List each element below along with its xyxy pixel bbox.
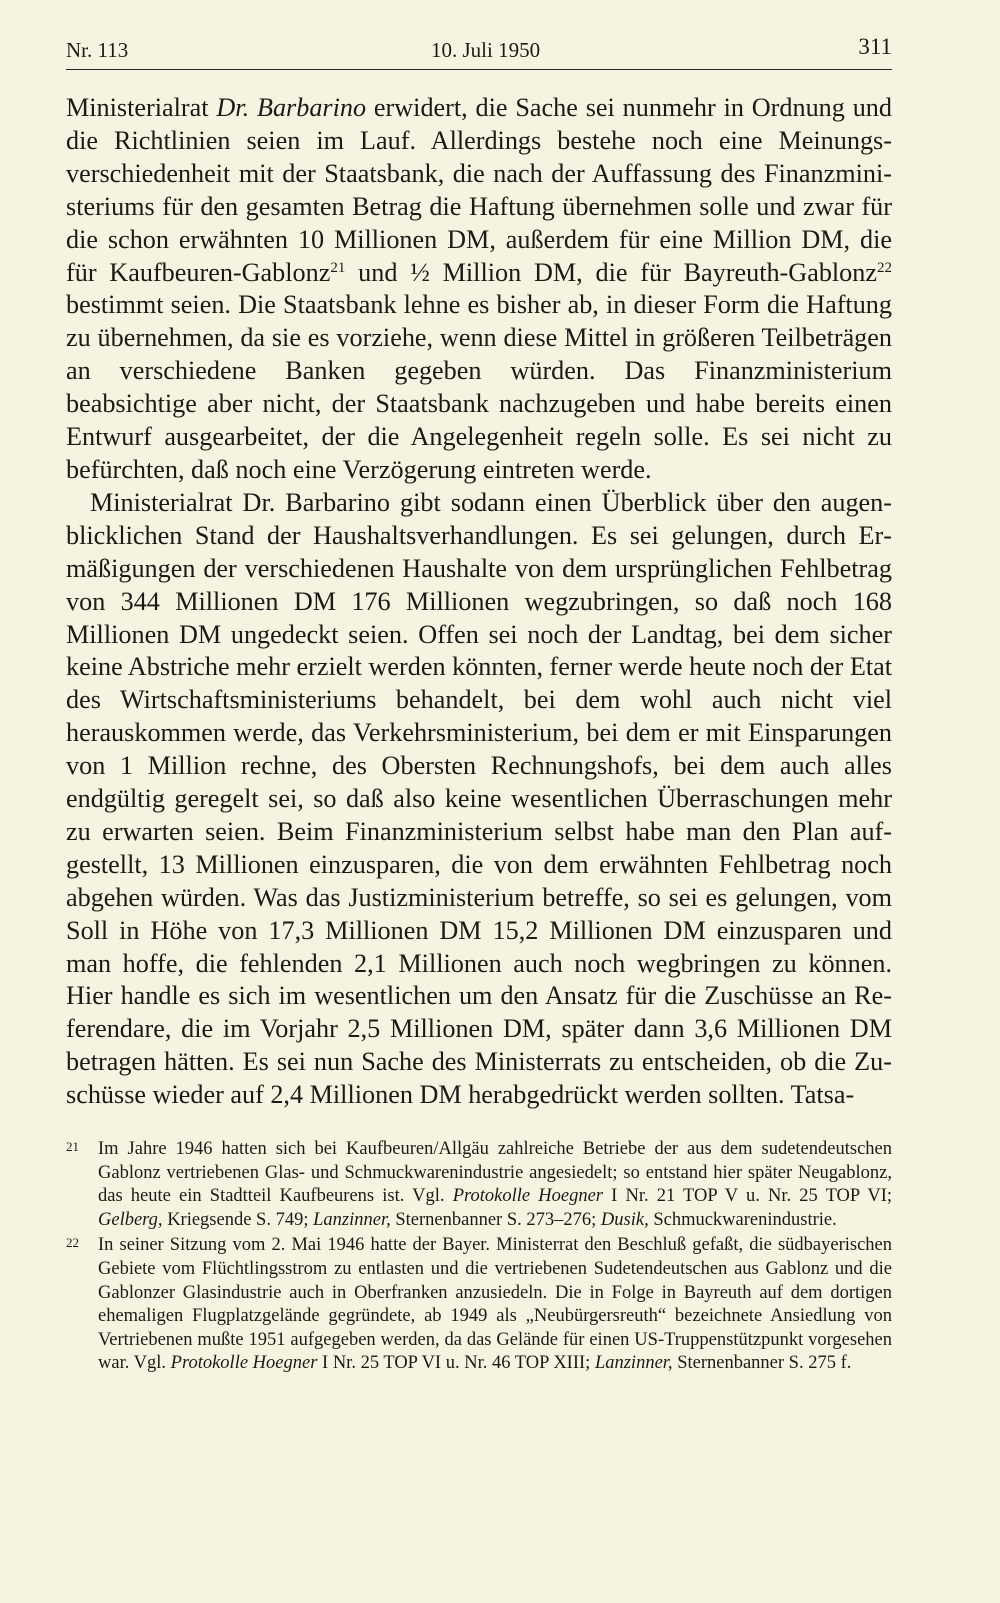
header-date: 10. Juli 1950 <box>431 38 541 62</box>
page-number: 311 <box>858 34 892 59</box>
footnote-number: 21 <box>66 1139 79 1154</box>
text-run: Sternenbanner S. 273–276; <box>390 1209 601 1230</box>
citation: Lanzinner, <box>313 1209 391 1230</box>
citation: Lanzinner, <box>594 1353 673 1374</box>
text-run: Im Jahre 1946 hatten sich bei Kaufbeuren/Allgäu zahlreiche Betriebe der aus dem sudetendeutschen Gablonz vertriebenen Glas- und Schmuckwarenindustrie angesiedelt; so entstand hier später Neugablonz, das heute ein Stadtteil Kaufbeurens ist. Vgl. <box>98 1139 892 1207</box>
footnote-21 <box>66 1138 892 1232</box>
speaker-name: Dr. Barbarino <box>216 93 367 122</box>
text-run: bestimmt seien. Die Staatsbank lehne es bisher ab, in dieser Form die Haftung zu übernehmen, da sie es vorziehe, wenn diese Mittel in größeren Teilbeträgen an verschiedene Banken gegeben würden. Das Finanzministerium beabsichtige aber nicht, der Staatsbank nachzugeben und habe bereits einen Entwurf ausgearbeitet, der die Angelegenheit regeln solle. Es sei nicht zu befürchten, daß noch eine Verzögerung eintreten werde. <box>66 290 892 484</box>
text-run: In seiner Sitzung vom 2. Mai 1946 hatte der Bayer. Ministerrat den Beschluß gefaßt, die südbayerischen Gebiete vom Flüchtlingsstrom zu entlasten und die vertriebenen Sudetendeutschen aus Gablonz und die Gablonzer Glasindustrie auch in Oberfranken anzusiedeln. Die in Folge in Bayreuth auf dem dortigen ehemaligen Flugplatzgelände gegründete, ab 1949 als „Neubürgersreuth“ bezeichnete Ansiedlung von Vertriebenen mußte 1951 aufgegeben werden, da das Gelände für einen US-Truppenstützpunkt vorgesehen war. Vgl. <box>98 1235 892 1374</box>
text-run: I Nr. 21 TOP V u. Nr. 25 TOP VI; <box>603 1186 892 1207</box>
citation: Protokolle Hoegner <box>452 1186 603 1207</box>
text-run: I Nr. 25 TOP VI u. Nr. 46 TOP XIII; <box>317 1353 595 1374</box>
footnotes <box>66 1138 892 1378</box>
paragraph-1 <box>66 92 892 487</box>
text-run: Schmuckwarenindustrie. <box>648 1209 837 1230</box>
text-run: und ½ Million DM, die für Bayreuth-Gablonz <box>345 257 877 287</box>
footnote-ref-21[interactable]: 21 <box>330 259 346 276</box>
text-run: erwidert, die Sache sei nunmehr in Ordnung und die Richtlinien seien im Lauf. Allerdings bestehe noch eine Meinungsverschiedenheit mit der Staatsbank, die nach der Auffassung des Finanzministeriums für den gesamten Betrag die Haftung übernehmen solle und zwar für die schon erwähnten 10 Millionen DM, außerdem für eine Million DM, die für Kaufbeuren-Gablonz <box>66 93 892 287</box>
citation: Dusik, <box>600 1209 649 1230</box>
running-header <box>66 34 892 68</box>
footnote-ref-22[interactable]: 22 <box>877 259 892 276</box>
text-run: Kriegsende S. 749; <box>162 1209 314 1230</box>
footnote-number: 22 <box>66 1235 79 1251</box>
citation: Gelberg, <box>98 1209 163 1230</box>
text-run: Sternenbanner S. 275 f. <box>672 1353 852 1374</box>
text-run: Ministerialrat <box>66 93 217 122</box>
paragraph-2: Ministerialrat Dr. Barbarino gibt sodann einen Überblick über den augenblicklichen Stand der Haushaltsverhandlungen. Es sei gelungen, durch Ermäßigungen der verschiedenen Haushalte von dem ursprünglichen Fehlbetrag von 344 Millionen DM 176 Millionen wegzubringen, so daß noch 168 Millionen DM ungedeckt seien. Offen sei noch der Landtag, bei dem sicher keine Abstriche mehr erzielt werden könnten, ferner werde heute noch der Etat des Wirtschaftsministeriums behandelt, bei dem wohl auch nicht viel herauskommen werde, das Verkehrsministerium, bei dem er mit Einsparungen von 1 Million rechne, des Obersten Rechnungshofs, bei dem auch alles endgültig geregelt sei, so daß also keine wesentlichen Überraschungen mehr zu erwarten seien. Beim Finanzministerium selbst habe man den Plan aufgestellt, 13 Millionen einzusparen, die von dem erwähnten Fehlbetrag noch abgehen würden. Was das Justizministerium betreffe, so sei es gelungen, vom Soll in Höhe von 17,3 Millionen DM 15,2 Millionen DM einzusparen und man hoffe, die fehlenden 2,1 Millionen auch noch wegbringen zu können. Hier handle es sich im wesentlichen um den Ansatz für die Zuschüsse an Referendare, die im Vorjahr 2,5 Millionen DM, später dann 3,6 Millionen DM betragen hätten. Es sei nun Sache des Ministerrats zu entscheiden, ob die Zuschüsse wieder auf 2,4 Millionen DM herabgedrückt werden sollten. Tatsa- <box>66 487 892 1110</box>
header-rule <box>66 69 892 70</box>
citation: Protokolle Hoegner <box>170 1353 318 1374</box>
footnote-22 <box>66 1234 892 1376</box>
main-text <box>66 92 892 1112</box>
document-number: Nr. 113 <box>66 38 129 62</box>
